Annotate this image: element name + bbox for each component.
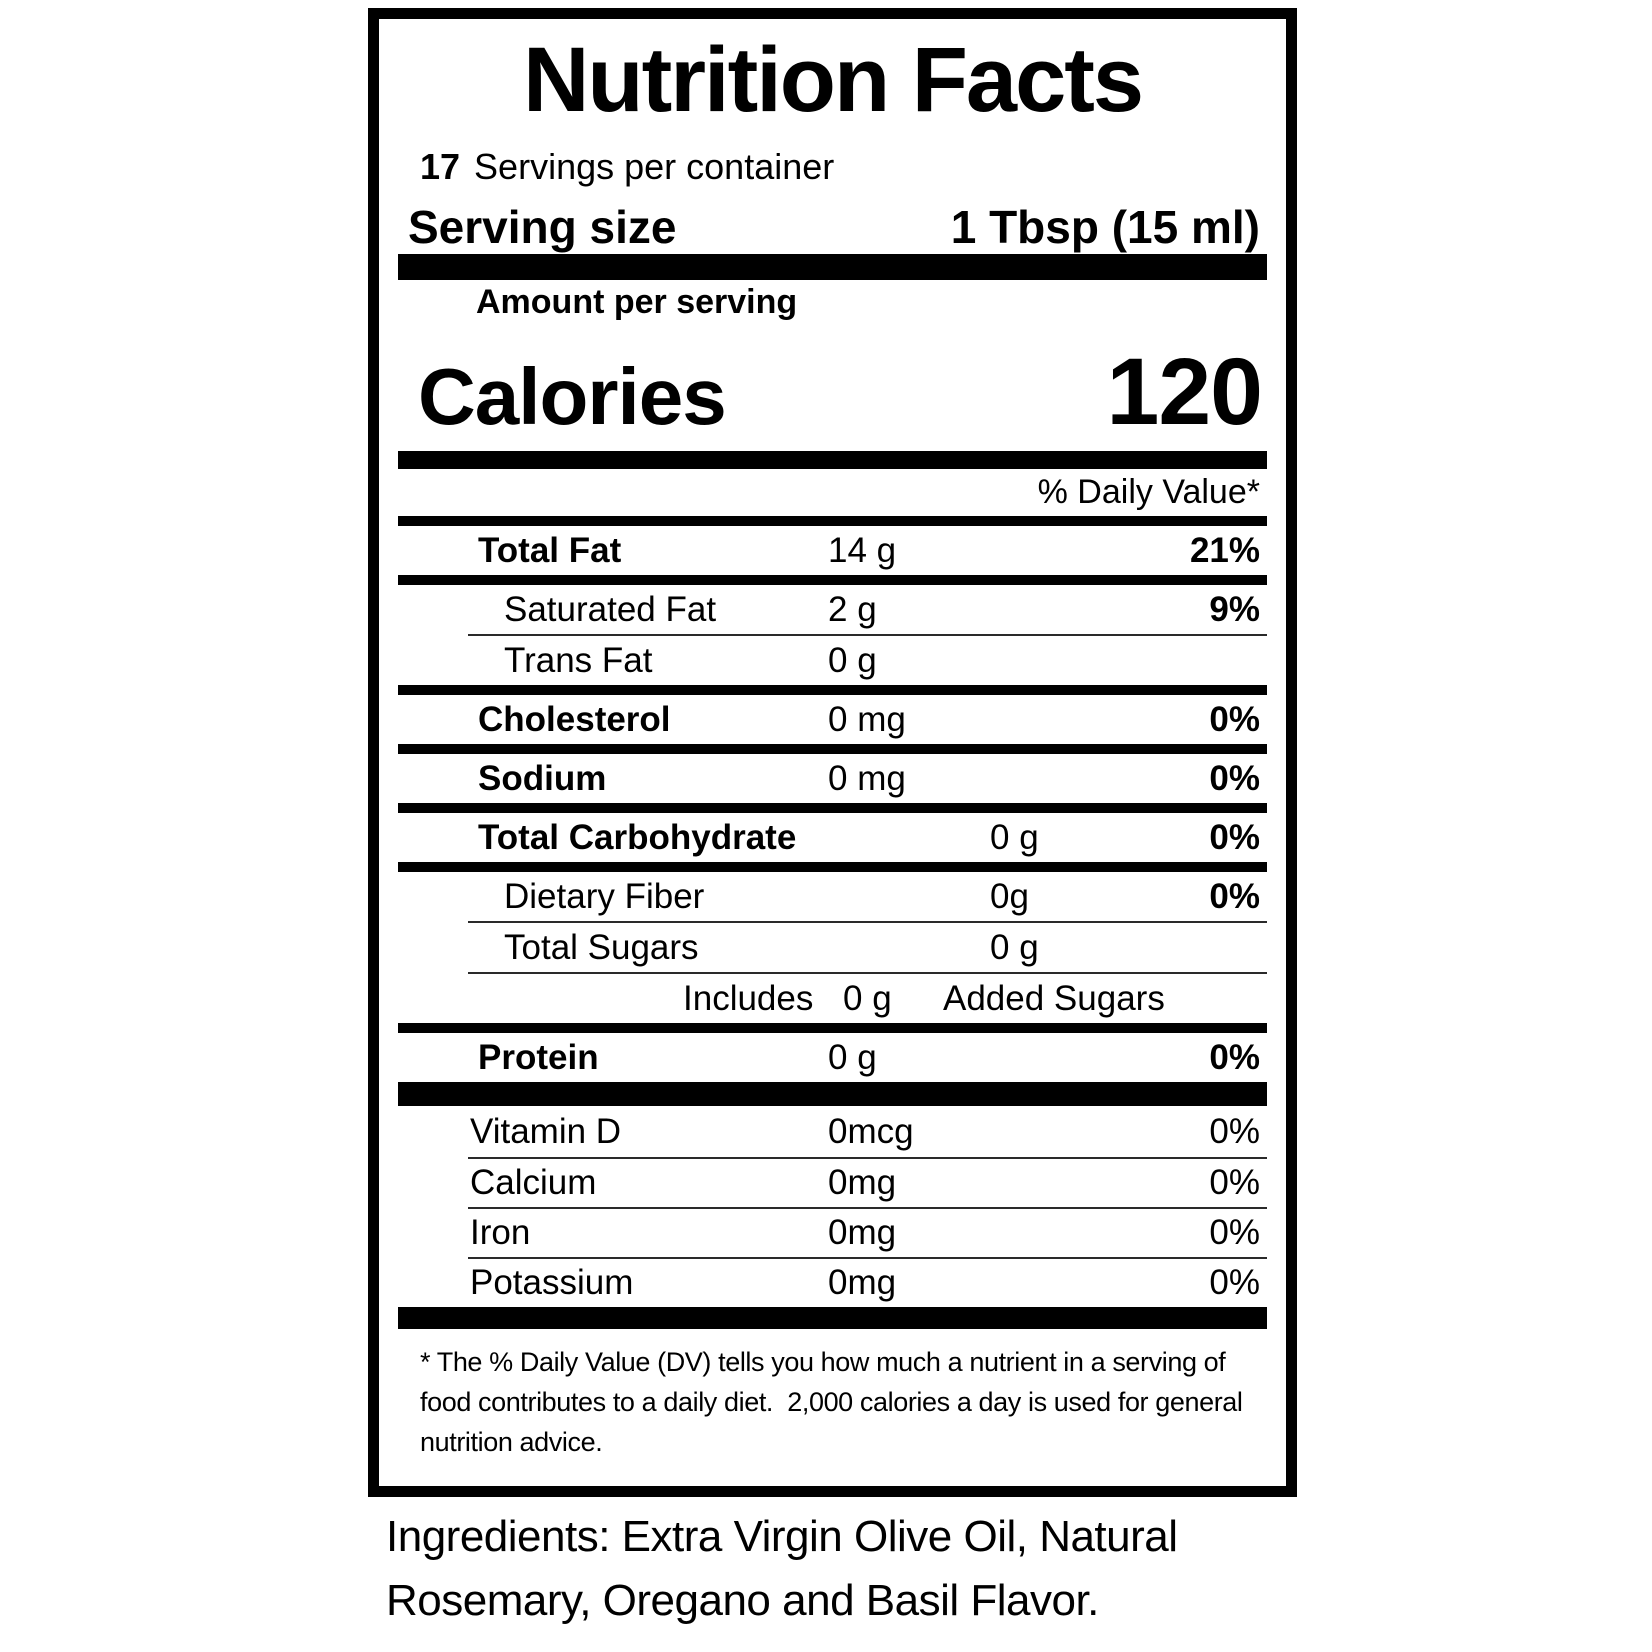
calories-label: Calories <box>418 352 726 441</box>
separator <box>398 685 1267 695</box>
nutrient-row-saturated-fat <box>398 585 1267 634</box>
serving-size-row <box>398 199 1267 254</box>
servings-per-container-row <box>398 135 1267 199</box>
nutrient-row-iron <box>398 1209 1267 1257</box>
nutrient-name: Potassium <box>470 1263 634 1302</box>
separator <box>398 744 1267 754</box>
separator <box>398 1023 1267 1033</box>
separator <box>398 575 1267 585</box>
daily-value-header: % Daily Value* <box>1037 473 1260 511</box>
nutrient-name: Trans Fat <box>504 640 653 680</box>
nutrient-amount: 0mg <box>828 1213 897 1252</box>
nutrient-row-total-sugars <box>398 923 1267 972</box>
nutrient-row-potassium <box>398 1259 1267 1307</box>
nutrient-row-total-carbohydrate <box>398 813 1267 862</box>
nutrient-dv: 0% <box>1209 1263 1260 1302</box>
nutrient-amount: 0 g <box>843 978 892 1018</box>
label-content <box>379 19 1286 1486</box>
nutrient-name: Protein <box>478 1037 599 1077</box>
nutrient-name: Cholesterol <box>478 699 671 739</box>
footnote <box>398 1329 1267 1462</box>
nutrient-name: Vitamin D <box>470 1111 622 1151</box>
nutrient-row-vitamin-d <box>398 1106 1267 1157</box>
nutrient-amount: 0mg <box>828 1263 897 1302</box>
nutrient-amount: 0mcg <box>828 1111 914 1151</box>
thick-bar-footnote <box>398 1307 1267 1329</box>
nutrient-amount: 14 g <box>828 530 897 570</box>
nutrition-facts-label <box>368 8 1297 1497</box>
footnote-line: nutrition advice. <box>420 1427 603 1457</box>
nutrient-row-dietary-fiber <box>398 872 1267 921</box>
nutrient-row-protein <box>398 1033 1267 1082</box>
separator <box>398 862 1267 872</box>
serving-size-label: Serving size <box>408 200 677 253</box>
nutrient-amount: 0 g <box>828 640 877 680</box>
nutrient-amount: 0 mg <box>828 758 906 798</box>
thick-bar-vitamins <box>398 1082 1267 1106</box>
nutrient-dv: 0% <box>1209 1163 1260 1202</box>
nutrient-row-calcium <box>398 1159 1267 1207</box>
nutrient-dv: 0% <box>1209 699 1260 739</box>
nutrient-dv: 0% <box>1209 1213 1260 1252</box>
thick-bar-calories <box>398 451 1267 469</box>
nutrient-dv: 0% <box>1209 1111 1260 1151</box>
nutrient-amount: 0 g <box>828 1037 877 1077</box>
nutrient-dv: 9% <box>1209 589 1260 629</box>
nutrient-name: Total Fat <box>478 530 622 570</box>
footnote-line: * The % Daily Value (DV) tells you how much a nutrient in a serving of <box>420 1347 1226 1377</box>
nutrient-amount: 0mg <box>828 1163 897 1202</box>
nutrient-row-cholesterol <box>398 695 1267 744</box>
separator <box>398 803 1267 813</box>
nutrient-row-added-sugars <box>398 974 1267 1023</box>
nutrient-amount: 2 g <box>828 589 877 629</box>
separator <box>398 516 1267 526</box>
nutrient-dv: 0% <box>1209 817 1260 857</box>
amount-per-serving-label: Amount per serving <box>476 283 798 321</box>
nutrient-dv: 0% <box>1209 1037 1260 1077</box>
calories-value: 120 <box>1106 338 1262 445</box>
nutrient-name: Saturated Fat <box>504 589 717 629</box>
nutrient-name: Calcium <box>470 1163 597 1202</box>
nutrient-name: Iron <box>470 1213 531 1252</box>
added-sugars-prefix: Includes <box>683 978 814 1018</box>
nutrient-row-sodium <box>398 754 1267 803</box>
nutrient-dv: 0% <box>1209 758 1260 798</box>
ingredients-text: Ingredients: Extra Virgin Olive Oil, Natural Rosemary, Oregano and Basil Flavor. <box>386 1512 1178 1625</box>
thick-bar-top <box>398 254 1267 280</box>
nutrient-amount: 0g <box>990 876 1029 916</box>
calories-row <box>398 322 1267 451</box>
serving-size-value: 1 Tbsp (15 ml) <box>950 200 1260 253</box>
label-title: Nutrition Facts <box>522 29 1143 131</box>
footnote-line: food contributes to a daily diet. 2,000 calories a day is used for general <box>420 1387 1243 1417</box>
nutrient-name: Total Sugars <box>504 927 699 967</box>
nutrient-amount: 0 g <box>990 927 1039 967</box>
nutrient-dv: 0% <box>1209 876 1260 916</box>
nutrient-name: Dietary Fiber <box>504 876 705 916</box>
nutrient-row-total-fat <box>398 526 1267 575</box>
added-sugars-suffix: Added Sugars <box>943 978 1165 1018</box>
servings-text: Servings per container <box>474 146 835 187</box>
nutrient-name: Sodium <box>478 758 607 798</box>
servings-count: 17 <box>420 146 461 187</box>
nutrient-name: Total Carbohydrate <box>478 817 797 857</box>
nutrient-row-trans-fat <box>398 636 1267 685</box>
nutrient-amount: 0 mg <box>828 699 906 739</box>
nutrient-amount: 0 g <box>990 817 1039 857</box>
nutrient-dv: 21% <box>1189 530 1260 570</box>
